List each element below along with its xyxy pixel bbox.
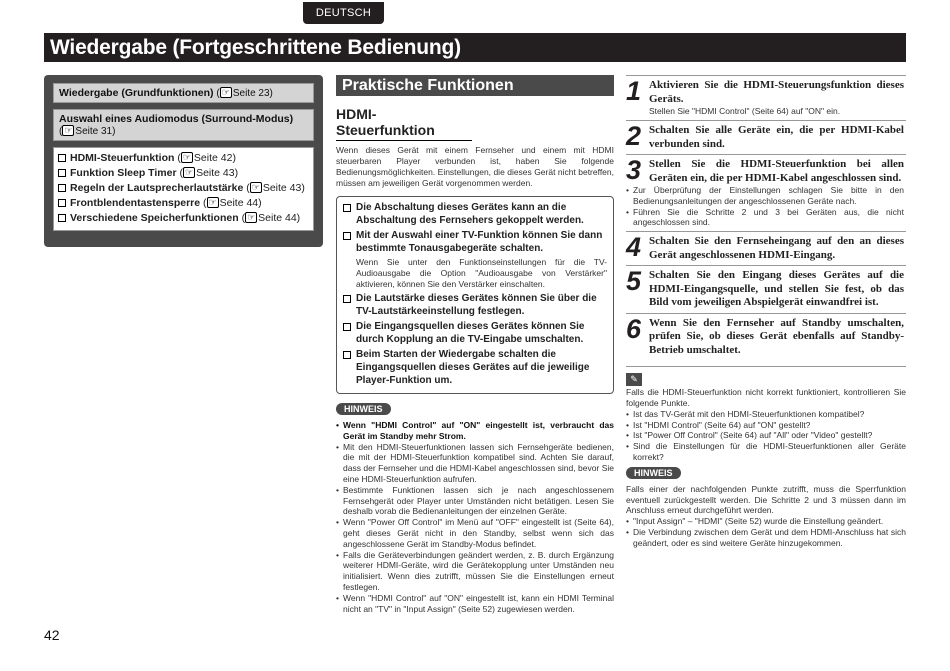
step-bullet: • Führen Sie die Schritte 2 und 3 bei Geräten aus, die nicht angeschlossen sind. xyxy=(626,207,904,229)
checkbox-icon xyxy=(343,323,351,331)
nav-item-volume[interactable]: Regeln der Lautsprecherlautstärke ( ☞ Seite 43) xyxy=(58,181,309,196)
checkbox-icon xyxy=(58,199,66,207)
step-4 xyxy=(626,231,906,265)
page-title: Wiedergabe (Fortgeschrittene Bedienung) xyxy=(44,33,906,62)
reference-icon: ☞ xyxy=(221,87,230,97)
step-number: 2 xyxy=(626,121,642,151)
feature-text: Die Abschaltung dieses Gerätes kann an die Abschaltung des Fernsehers gekoppelt werden. xyxy=(356,202,584,226)
feature-note: Wenn Sie unter den Funktionseinstellungen für die TV-Audioausgabe die Option "Audioausgabe von Verstärker" aktivieren, können Sie den Verstärker einschalten. xyxy=(356,257,607,289)
nav-item-label: HDMI-Steuerfunktion xyxy=(70,152,175,164)
middle-column xyxy=(336,75,614,614)
step-number: 1 xyxy=(626,76,642,106)
nav-item-ref: Seite 43 xyxy=(196,167,235,179)
nav-item-label: Regeln der Lautsprecherlautstärke xyxy=(70,182,244,194)
nav-item-hdmi-control[interactable]: HDMI-Steuerfunktion ( ☞ Seite 42) xyxy=(58,151,309,166)
nav-box-label: Auswahl eines Audiomodus (Surround-Modus) xyxy=(59,113,294,125)
hinweis-badge: HINWEIS xyxy=(336,403,391,415)
reference-icon: ☞ xyxy=(247,212,256,222)
step-text: Schalten Sie den Fernseheingang auf den an dieses Gerät angeschlossenen HDMI-Eingang. xyxy=(649,235,904,261)
feature-text: Die Lautstärke dieses Gerätes können Sie über die TV-Lautstärkeeinstellung festlegen. xyxy=(356,293,597,317)
feature-text: Beim Starten der Wiedergabe schalten die Eingangsquellen dieses Gerätes auf die jeweilige Player-Funktion um. xyxy=(356,349,590,386)
feature-item xyxy=(343,292,607,318)
note-pencil-icon: ✎ xyxy=(626,373,642,386)
step-text: Schalten Sie den Eingang dieses Gerätes auf die HDMI-Eingangsquelle, und stellen Sie fest, ob das Bild vom jeweiligen Abspielgerät einwandfrei ist. xyxy=(649,269,904,309)
nav-item-label: Funktion Sleep Timer xyxy=(70,167,177,179)
hinweis-intro: Falls einer der nachfolgenden Punkte zutrifft, muss die Sperrfunktion eventuell zurückgestellt werden. Die Schritte 2 und 3 müssen dann im Anschluss erneut durchgeführt werden. xyxy=(626,483,906,516)
checkbox-icon xyxy=(343,295,351,303)
feature-item xyxy=(343,320,607,346)
page-number: 42 xyxy=(44,627,60,643)
checkbox-icon xyxy=(343,351,351,359)
feature-item xyxy=(343,348,607,387)
step-number: 5 xyxy=(626,266,642,297)
step-subtext: Stellen Sie "HDMI Control" (Seite 64) auf "ON" ein. xyxy=(649,106,841,116)
nav-box-playback-basic[interactable]: Wiedergabe (Grundfunktionen) ( ☞ Seite 23) xyxy=(53,83,314,103)
hinweis-item: • Die Verbindung zwischen dem Gerät und dem HDMI-Anschluss hat sich geändert, oder es sind weitere Geräte hinzugekommen. xyxy=(626,527,906,549)
checkbox-icon xyxy=(58,169,66,177)
step-bullet: • Zur Überprüfung der Einstellungen schlagen Sie bitte in den Bedienungsanleitungen der angeschlossenen Geräte nach. xyxy=(626,185,904,207)
step-number: 3 xyxy=(626,155,642,185)
checkbox-icon xyxy=(343,232,351,240)
nav-item-ref: Seite 42 xyxy=(193,152,233,164)
nav-topic-list xyxy=(53,147,314,231)
intro-paragraph: Wenn dieses Gerät mit einem Fernseher und einem mit HDMI steuerbaren Player verbunden ist, haben Sie folgende Bedienungsmöglichkeiten. Einstellungen, die dieses Gerät nicht betreffen, müssen am jeweiligen Gerät vorgenommen werden. xyxy=(336,145,614,188)
step-text: Aktivieren Sie die HDMI-Steuerungsfunktion dieses Geräts. xyxy=(649,79,904,105)
reference-icon: ☞ xyxy=(182,152,191,162)
feature-text: Die Eingangsquellen dieses Gerätes können Sie durch Kopplung an die TV-Eingabe umschalten. xyxy=(356,321,585,345)
hinweis-item: • Wenn "HDMI Control" auf "ON" eingestellt ist, verbraucht das Gerät im Standby mehr Strom. xyxy=(336,420,614,442)
chapter-navigation xyxy=(44,75,323,247)
nav-box-surround-mode[interactable]: Auswahl eines Audiomodus (Surround-Modus) ( ☞ Seite 31) xyxy=(53,109,314,141)
language-tab: DEUTSCH xyxy=(303,2,384,24)
step-number: 4 xyxy=(626,232,642,263)
feature-item xyxy=(343,229,607,255)
nav-item-memory[interactable]: Verschiedene Speicherfunktionen ( ☞ Seite 44) xyxy=(58,211,309,226)
note-intro: Falls die HDMI-Steuerfunktion nicht korrekt funktioniert, kontrollieren Sie folgende Punkte. xyxy=(626,387,906,408)
note-item: • Ist das TV-Gerät mit den HDMI-Steuerfunktionen kompatibel? xyxy=(626,409,906,420)
step-text: Stellen Sie die HDMI-Steuerfunktion bei allen Geräten ein, die per HDMI-Kabel angeschlossen sind. xyxy=(649,158,904,184)
step-6 xyxy=(626,313,906,361)
reference-icon: ☞ xyxy=(208,197,217,207)
hinweis-item: • Wenn "Power Off Control" im Menü auf "OFF" eingestellt ist (Seite 64), geht dieses Gerät nicht in den Standby, selbst wenn sich das angeschlossene Gerät im Standby-Modus befindet. xyxy=(336,517,614,549)
hinweis-item: • Wenn "HDMI Control" auf "ON" eingestellt ist, kann ein HDMI Terminal nicht an "TV" in "Input Assign" (Seite 52) zugewiesen werden. xyxy=(336,593,614,615)
hinweis-item: • Bestimmte Funktionen lassen sich je nach angeschlossenem Fernsehgerät oder Player unter Umständen nicht betätigen. Lesen Sie deshalb vorab die Bedienanleitungen der einzelnen Geräte. xyxy=(336,485,614,517)
nav-item-panel-lock[interactable]: Frontblendentastensperre ( ☞ Seite 44) xyxy=(58,196,309,211)
nav-item-ref: Seite 44 xyxy=(219,197,259,209)
checkbox-icon xyxy=(58,184,66,192)
note-item: • Ist "Power Off Control" (Seite 64) auf "All" oder "Video" gestellt? xyxy=(626,430,906,441)
nav-box-ref: Seite 23 xyxy=(232,88,270,99)
subsection-title: HDMI-Steuerfunktion xyxy=(336,106,472,141)
hinweis-item: • "Input Assign" – "HDMI" (Seite 52) wurde die Einstellung geändert. xyxy=(626,516,906,527)
divider xyxy=(626,366,906,367)
nav-item-sleep-timer[interactable]: Funktion Sleep Timer ( ☞ Seite 43) xyxy=(58,166,309,181)
nav-item-ref: Seite 44 xyxy=(258,212,297,224)
hinweis-badge: HINWEIS xyxy=(626,467,681,479)
checkbox-icon xyxy=(58,214,66,222)
nav-item-label: Verschiedene Speicherfunktionen xyxy=(70,212,239,224)
step-text: Schalten Sie alle Geräte ein, die per HDMI-Kabel verbunden sind. xyxy=(649,124,904,150)
step-number: 6 xyxy=(626,313,642,344)
note-item: • Ist "HDMI Control" (Seite 64) auf "ON" gestellt? xyxy=(626,420,906,431)
step-3 xyxy=(626,154,906,231)
hinweis-list xyxy=(336,420,614,614)
nav-box-ref: Seite 31 xyxy=(75,126,113,137)
nav-item-ref: Seite 43 xyxy=(262,182,302,194)
nav-item-label: Frontblendentastensperre xyxy=(70,197,201,209)
feature-item xyxy=(343,201,607,227)
right-column xyxy=(626,75,906,549)
step-1 xyxy=(626,75,906,120)
step-2 xyxy=(626,120,906,154)
checkbox-icon xyxy=(343,204,351,212)
step-5 xyxy=(626,265,906,313)
reference-icon: ☞ xyxy=(251,182,260,192)
step-text: Wenn Sie den Fernseher auf Standby umschalten, prüfen Sie, ob dieses Gerät ebenfalls auf Standby-Betrieb umschaltet. xyxy=(649,316,904,356)
hinweis-item: • Falls die Geräteverbindungen geändert werden, z. B. durch Ergänzung weiterer HDMI-Geräte, wird die Gerätekopplung unter Umständen neu initialisiert. Wenn dies zutrifft, müssen Sie die Einstellungen erneut festlegen. xyxy=(336,550,614,593)
nav-box-label: Wiedergabe (Grundfunktionen) xyxy=(59,87,214,99)
reference-icon: ☞ xyxy=(185,167,194,177)
reference-icon: ☞ xyxy=(64,125,73,135)
section-title: Praktische Funktionen xyxy=(336,75,614,96)
feature-text: Mit der Auswahl einer TV-Funktion können Sie dann bestimmte Tonausgabegeräte schalten. xyxy=(356,230,603,254)
checkbox-icon xyxy=(58,154,66,162)
hinweis-item: • Mit den HDMI-Steuerfunktionen lassen sich Fernsehgeräte bedienen, die mit der HDMI-Steuerfunktion kompatibel sind. Achten Sie darauf, dass der Fernseher und die HDMI-Kabel angeschlossen sind, bevor Sie eine HDMI-Steuerfunktion aufrufen. xyxy=(336,442,614,485)
note-item: • Sind die Einstellungen für die HDMI-Steuerfunktionen aller Geräte korrekt? xyxy=(626,441,906,463)
feature-list-box xyxy=(336,196,614,394)
